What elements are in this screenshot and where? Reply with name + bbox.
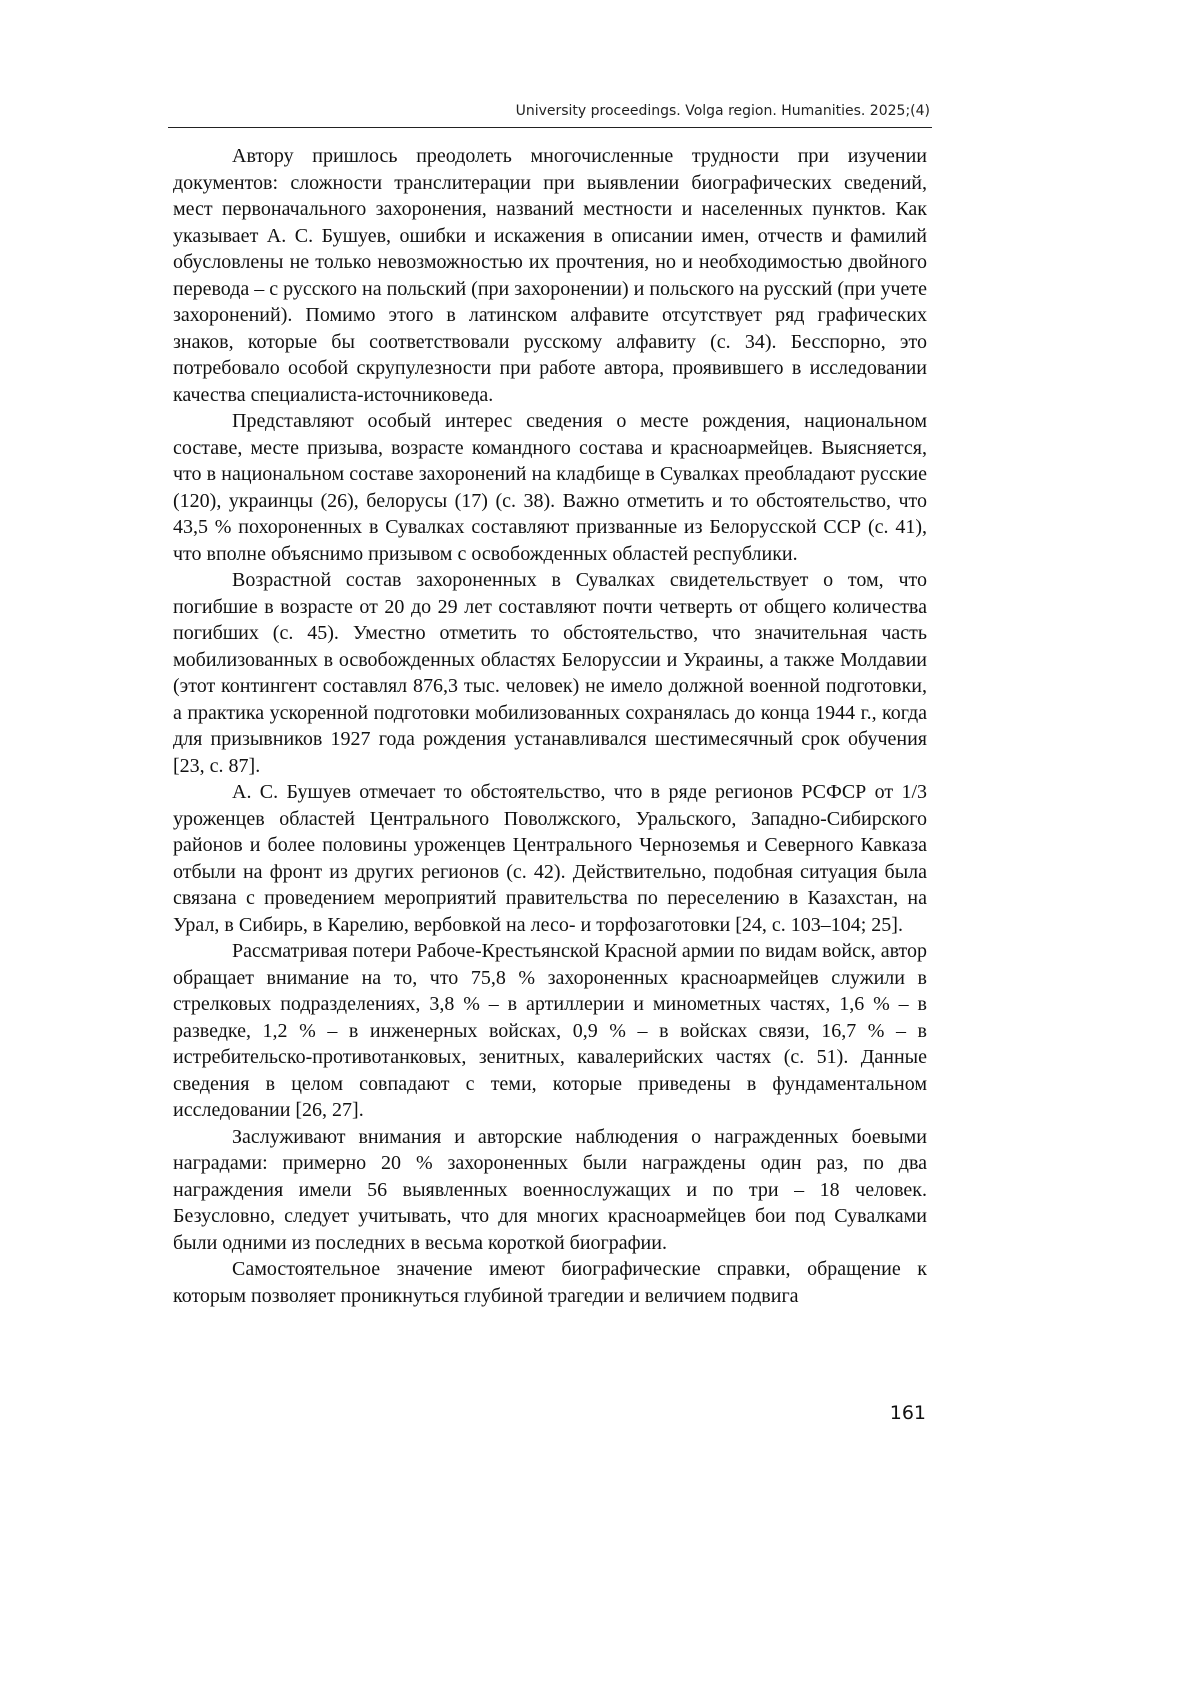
paragraph: Представляют особый интерес сведения о месте рождения, национальном составе, месте призыва, возрасте командного состава и красноармейцев. Выясняется, что в национальном составе захоронений на кладбище в Сувалках преобладают русские (120), украинцы (26), белорусы (17) (с. 38). Важно отметить и то обстоятельство, что 43,5 % похороненных в Сувалках составляют призванные из Белорусской ССР (с. 41), что вполне объяснимо призывом с освобожденных областей республики. xyxy=(173,410,927,565)
page-number: 161 xyxy=(889,1402,926,1424)
running-header xyxy=(168,100,932,128)
running-title: University proceedings. Volga region. Humanities. 2025;(4) xyxy=(515,103,930,119)
paragraph: Автору пришлось преодолеть многочисленные трудности при изучении документов: сложности транслитерации при выявлении биографических сведений, мест первоначального захоронения, названий местности и населенных пунктов. Как указывает А. С. Бушуев, ошибки и искажения в описании имен, отчеств и фамилий обусловлены не только невозможностью их прочтения, но и необходимостью двойного перевода – с русского на польский (при захоронении) и польского на русский (при учете захоронений). Помимо этого в латинском алфавите отсутствует ряд графических знаков, которые бы соответствовали русскому алфавиту (с. 34). Бесспорно, это потребовало особой скрупулезности при работе автора, проявившего в исследовании качества специалиста-источниковеда. xyxy=(173,145,927,406)
article-body xyxy=(173,143,927,1309)
paragraph: Заслуживают внимания и авторские наблюдения о награжденных боевыми наградами: примерно 20 % захороненных были награждены один раз, по два награждения имели 56 выявленных военнослужащих и по три – 18 человек. Безусловно, следует учитывать, что для многих красноармейцев бои под Сувалками были одними из последних в весьма короткой биографии. xyxy=(173,1125,927,1254)
paragraph: Самостоятельное значение имеют биографические справки, обращение к которым позволяет проникнуться глубиной трагедии и величием подвига xyxy=(173,1258,927,1307)
paragraph: Рассматривая потери Рабоче-Крестьянской Красной армии по видам войск, автор обращает внимание на то, что 75,8 % захороненных красноармейцев служили в стрелковых подразделениях, 3,8 % – в артиллерии и минометных частях, 1,6 % – в разведке, 1,2 % – в инженерных войсках, 0,9 % – в войсках связи, 16,7 % – в истребительско-противотанковых, зенитных, кавалерийских частях (с. 51). Данные сведения в целом совпадают с теми, которые приведены в фундаментальном исследовании [26, 27]. xyxy=(173,940,927,1121)
paragraph: Возрастной состав захороненных в Сувалках свидетельствует о том, что погибшие в возрасте от 20 до 29 лет составляют почти четверть от общего количества погибших (с. 45). Уместно отметить то обстоятельство, что значительная часть мобилизованных в освобожденных областях Белоруссии и Украины, а также Молдавии (этот контингент составлял 876,3 тыс. человек) не имело должной военной подготовки, а практика ускоренной подготовки мобилизованных сохранялась до конца 1944 г., когда для призывников 1927 года рождения устанавливался шестимесячный срок обучения [23, с. 87]. xyxy=(173,569,927,777)
paragraph: А. С. Бушуев отмечает то обстоятельство, что в ряде регионов РСФСР от 1/3 уроженцев областей Центрального Поволжского, Уральского, Западно-Сибирского районов и более половины уроженцев Центрального Черноземья и Северного Кавказа отбыли на фронт из других регионов (с. 42). Действительно, подобная ситуация была связана с проведением мероприятий правительства по переселению в Казахстан, на Урал, в Сибирь, в Карелию, вербовкой на лесо- и торфозаготовки [24, с. 103–104; 25]. xyxy=(173,781,927,936)
